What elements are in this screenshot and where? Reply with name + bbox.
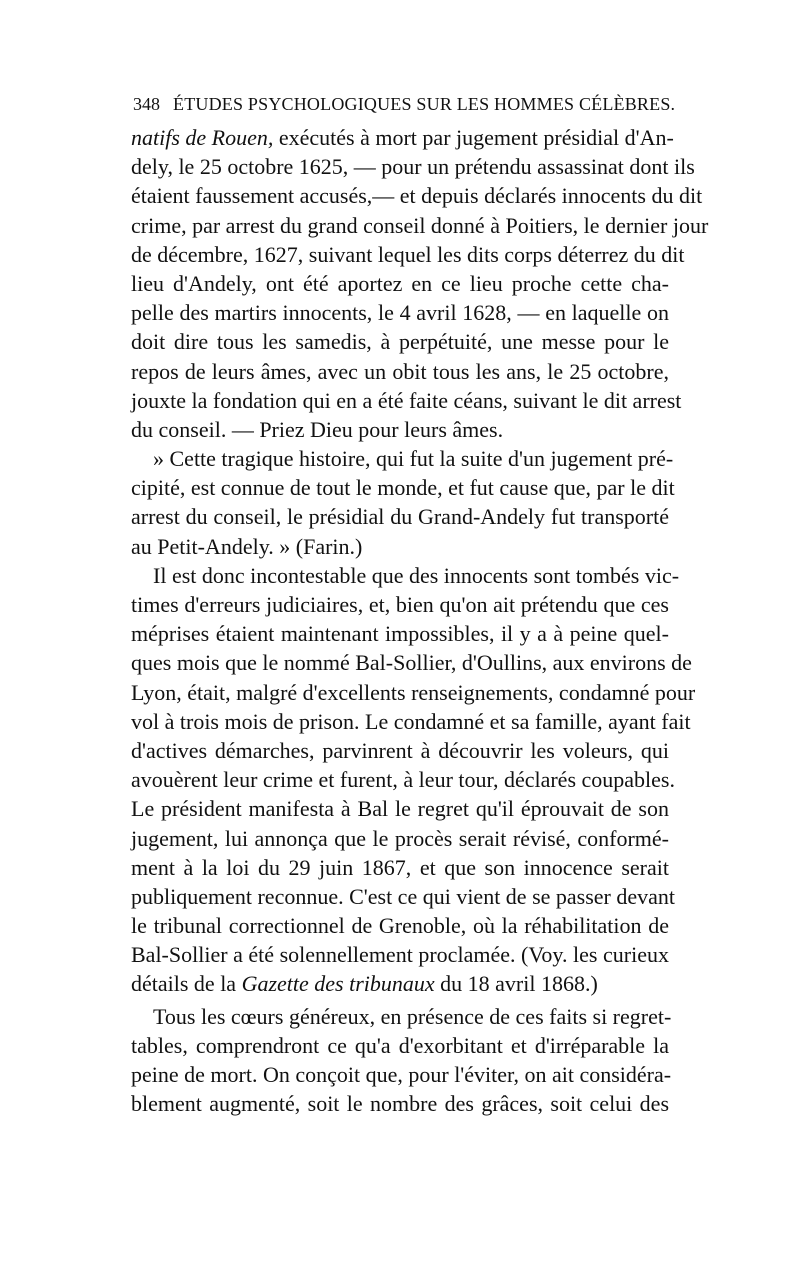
text-line: Bal-Sollier a été solennellement proclamée. (Voy. les curieux	[131, 942, 669, 968]
text-line: étaient faussement accusés,— et depuis déclarés innocents du dit	[131, 183, 703, 209]
text-line: arrest du conseil, le présidial du Grand-Andely fut transporté	[131, 504, 669, 530]
text-line: publiquement reconnue. C'est ce qui vient de se passer devant	[131, 883, 676, 909]
italic-phrase: natifs de Rouen,	[131, 125, 274, 150]
text-line: le tribunal correctionnel de Grenoble, où la réhabilitation de	[131, 913, 669, 939]
text-line: Le président manifesta à Bal le regret qu'il éprouvait de son	[131, 796, 669, 822]
text-line: cipité, est connue de tout le monde, et fut cause que, par le dit	[131, 475, 675, 501]
text-line: avouèrent leur crime et furent, à leur tour, déclarés coupables.	[131, 767, 675, 793]
text-line: doit dire tous les samedis, à perpétuité, une messe pour le	[131, 329, 669, 355]
body-text	[131, 123, 709, 1118]
text-line: lieu d'Andely, ont été aportez en ce lieu proche cette cha-	[131, 270, 669, 296]
text-line: Tous les cœurs généreux, en présence de ces faits si regret-	[153, 1003, 672, 1029]
text-line: au Petit-Andely. » (Farin.)	[131, 533, 363, 559]
running-title: ÉTUDES PSYCHOLOGIQUES SUR LES HOMMES CÉLÈBRES.	[173, 94, 676, 114]
text-line: ques mois que le nommé Bal-Sollier, d'Oullins, aux environs de	[131, 650, 692, 676]
text-line: Il est donc incontestable que des innocents sont tombés vic-	[153, 562, 680, 588]
text-line: pelle des martirs innocents, le 4 avril 1628, — en laquelle on	[131, 300, 669, 326]
text-line: vol à trois mois de prison. Le condamné et sa famille, ayant fait	[131, 708, 691, 734]
italic-title: Gazette des tribunaux	[241, 971, 435, 997]
text-line: » Cette tragique histoire, qui fut la suite d'un jugement pré-	[153, 446, 674, 472]
text-line: blement augmenté, soit le nombre des grâces, soit celui des	[131, 1091, 669, 1117]
text-line: Lyon, était, malgré d'excellents renseignements, condamné pour	[131, 679, 696, 705]
text-line: dely, le 25 octobre 1625, — pour un prétendu assassinat dont ils	[131, 154, 695, 180]
text-line: tables, comprendront ce qu'a d'exorbitant et d'irréparable la	[131, 1032, 669, 1058]
running-header	[133, 93, 676, 115]
text-line: natifs de Rouen, exécutés à mort par jugement présidial d'An-	[131, 125, 674, 150]
text-line: méprises étaient maintenant impossibles, il y a à peine quel-	[131, 621, 669, 647]
text-line: repos de leurs âmes, avec un obit tous les ans, le 25 octobre,	[131, 358, 669, 384]
text-line: d'actives démarches, parvinrent à découvrir les voleurs, qui	[131, 737, 669, 763]
text-line: crime, par arrest du grand conseil donné à Poitiers, le dernier jour	[131, 212, 709, 238]
text-line: peine de mort. On conçoit que, pour l'éviter, on ait considéra-	[131, 1062, 672, 1087]
text-line: détails de la Gazette des tribunaux du 18 avril 1868.)	[131, 971, 598, 997]
text-line: du conseil. — Priez Dieu pour leurs âmes.	[131, 416, 504, 442]
text-line: times d'erreurs judiciaires, et, bien qu'on ait prétendu que ces	[131, 592, 669, 617]
text-line: jouxte la fondation qui en a été faite céans, suivant le dit arrest	[131, 387, 682, 413]
page-number: 348	[133, 94, 160, 114]
text-line: ment à la loi du 29 juin 1867, et que son innocence serait	[131, 854, 669, 880]
text-line: de décembre, 1627, suivant lequel les dits corps déterrez du dit	[131, 241, 685, 267]
text-line: jugement, lui annonça que le procès serait révisé, conformé-	[131, 825, 669, 851]
